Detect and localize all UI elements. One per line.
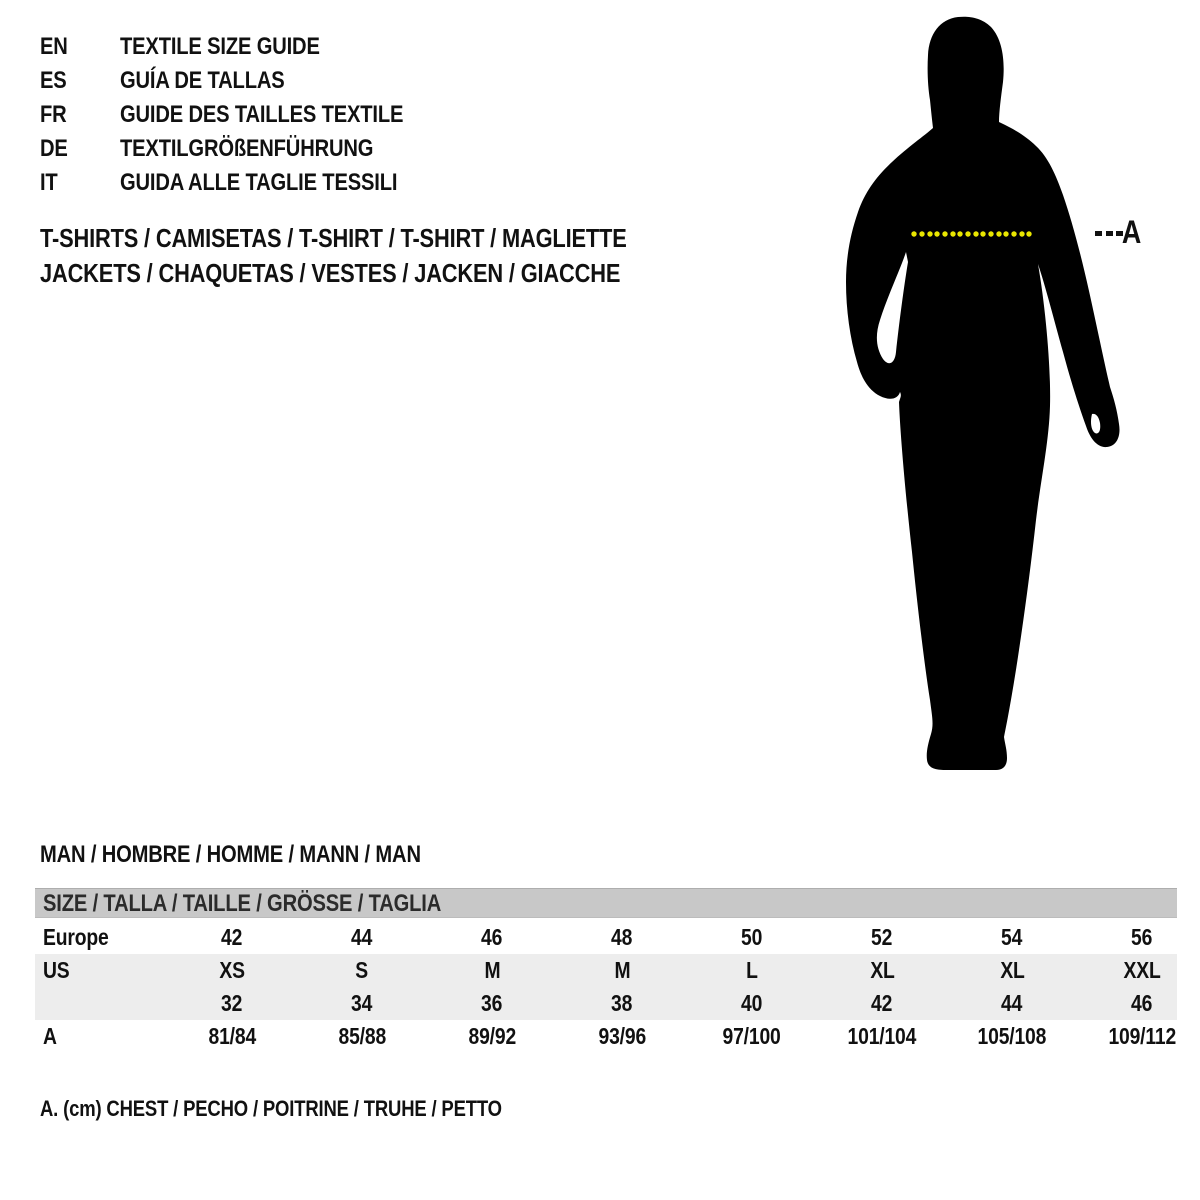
language-title: GUIDE DES TAILLES TEXTILE [120, 101, 404, 128]
table-cell: 97/100 [722, 1023, 782, 1049]
table-cell: 105/108 [977, 1023, 1047, 1049]
row-label: A [43, 1023, 57, 1049]
language-code: FR [40, 101, 67, 128]
table-cell: 50 [741, 924, 763, 950]
table-cell: 81/84 [208, 1023, 256, 1049]
section-title-man: MAN / HOMBRE / HOMME / MANN / MAN [40, 841, 421, 868]
table-cell: S [355, 957, 369, 983]
table-cell: M [484, 957, 500, 983]
language-title: GUIDA ALLE TAGLIE TESSILI [120, 169, 398, 196]
size-table-header: SIZE / TALLA / TAILLE / GRÖSSE / TAGLIA [35, 888, 1177, 918]
row-label [35, 990, 167, 1017]
table-cell: 93/96 [598, 1023, 646, 1049]
table-cell: 89/92 [468, 1023, 516, 1049]
table-cell: 52 [871, 924, 893, 950]
language-row-fr [40, 98, 457, 132]
category-line-tshirts: T-SHIRTS / CAMISETAS / T-SHIRT / T-SHIRT / MAGLIETTE [40, 223, 627, 253]
table-cell: 42 [871, 990, 893, 1016]
table-row-chest-a [35, 1020, 1177, 1053]
table-cell: XXL [1123, 957, 1161, 983]
table-cell: 44 [351, 924, 373, 950]
table-row-us [35, 954, 1177, 987]
language-title: TEXTILGRÖßENFÜHRUNG [120, 135, 374, 162]
row-label: Europe [43, 924, 109, 950]
table-cell: 34 [351, 990, 373, 1016]
man-silhouette-figure [820, 0, 1200, 780]
language-code: ES [40, 67, 67, 94]
table-cell: XL [999, 957, 1025, 983]
category-line-jackets: JACKETS / CHAQUETAS / VESTES / JACKEN / GIACCHE [40, 258, 621, 288]
row-label: US [43, 957, 70, 983]
table-cell: 32 [221, 990, 243, 1016]
table-cell: 44 [1001, 990, 1023, 1016]
language-code: DE [40, 135, 68, 162]
table-cell: 42 [221, 924, 243, 950]
table-cell: M [614, 957, 630, 983]
table-cell: 38 [611, 990, 633, 1016]
size-table-body [35, 921, 1177, 1053]
table-row-europe [35, 921, 1177, 954]
table-cell: 109/112 [1108, 1023, 1176, 1049]
table-cell: XL [869, 957, 895, 983]
man-silhouette [846, 17, 1120, 770]
table-row-us-numeric [35, 987, 1177, 1020]
language-title: TEXTILE SIZE GUIDE [120, 33, 320, 60]
language-code: EN [40, 33, 68, 60]
language-title: GUÍA DE TALLAS [120, 67, 285, 94]
language-row-it [40, 166, 457, 200]
table-cell: XS [219, 957, 245, 983]
language-list [40, 30, 457, 200]
language-row-de [40, 132, 457, 166]
table-cell: 40 [741, 990, 763, 1016]
language-row-es [40, 64, 457, 98]
category-list [40, 221, 738, 291]
measure-callout-dashes [1095, 231, 1123, 236]
measure-label-a: A [1121, 214, 1142, 250]
table-cell: L [746, 957, 758, 983]
table-cell: 54 [1001, 924, 1023, 950]
size-table [35, 888, 1177, 1053]
language-code: IT [40, 169, 58, 196]
language-row-en [40, 30, 457, 64]
table-cell: 46 [481, 924, 503, 950]
table-cell: 56 [1131, 924, 1153, 950]
table-cell: 48 [611, 924, 633, 950]
table-cell: 85/88 [338, 1023, 386, 1049]
measurement-footnote: A. (cm) CHEST / PECHO / POITRINE / TRUHE / PETTO [40, 1096, 502, 1121]
table-cell: 36 [481, 990, 503, 1016]
table-cell: 46 [1131, 990, 1153, 1016]
table-cell: 101/104 [847, 1023, 917, 1049]
